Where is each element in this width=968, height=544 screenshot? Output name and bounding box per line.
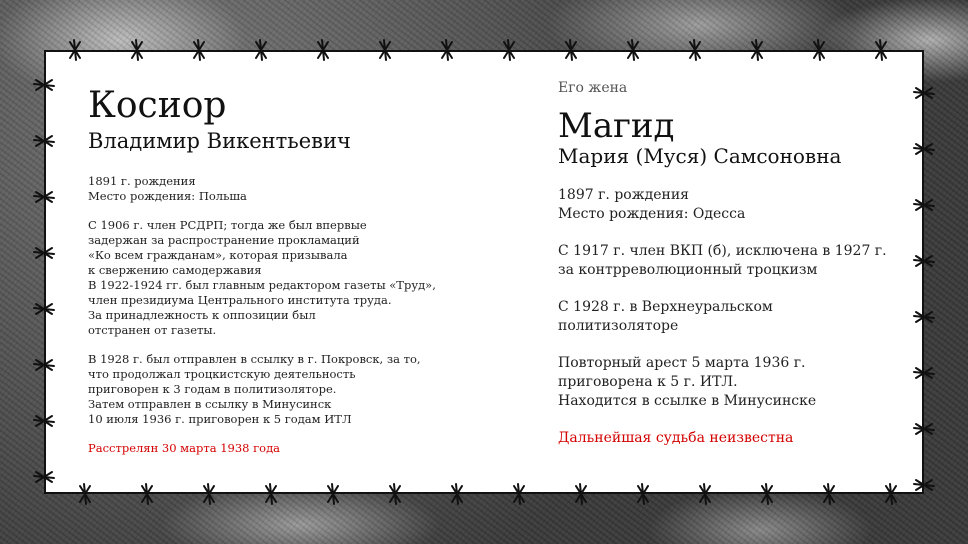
wife-fate: Дальнейшая судьба неизвестна (558, 430, 794, 446)
wife-section (558, 80, 918, 448)
husband-exile: В 1928 г. был отправлен в ссылку в г. Покровск, за то, что продолжал троцкистскую деятельность приговорен к 3 годам в политизоляторе. Затем отправлен в ссылку в Минусинск 10 июля 1936 г. приговорен к 5 годам ИТЛ (88, 352, 421, 426)
wife-surname: Магид (558, 106, 675, 146)
husband-given-names: Владимир Викентьевич (88, 129, 351, 153)
wife-given-names: Мария (Муся) Самсоновна (558, 144, 842, 168)
wife-arrest: Повторный арест 5 марта 1936 г. приговорена к 5 г. ИТЛ. Находится в ссылке в Минусинске (558, 355, 817, 409)
husband-fate: Расстрелян 30 марта 1938 года (88, 441, 281, 455)
wife-label: Его жена (558, 80, 628, 96)
wife-birth: 1897 г. рождения Место рождения: Одесса (558, 187, 746, 222)
husband-surname: Косиор (88, 85, 227, 126)
wife-party-history: С 1917 г. член ВКП (б), исключена в 1927 г. за контрреволюционный троцкизм (558, 243, 887, 278)
husband-section (88, 85, 508, 456)
husband-birth: 1891 г. рождения Место рождения: Польша (88, 174, 247, 203)
wife-isolator: С 1928 г. в Верхнеуральском политизоляторе (558, 299, 773, 334)
husband-party-history: С 1906 г. член РСДРП; тогда же был впервые задержан за распространение прокламаций «Ко всем гражданам», которая призывала к свержению самодержавия В 1922-1924 гг. был главным редактором газеты «Труд», член президиума Центрального института труда. За принадлежность к оппозиции был отстранен от газеты. (88, 218, 436, 337)
